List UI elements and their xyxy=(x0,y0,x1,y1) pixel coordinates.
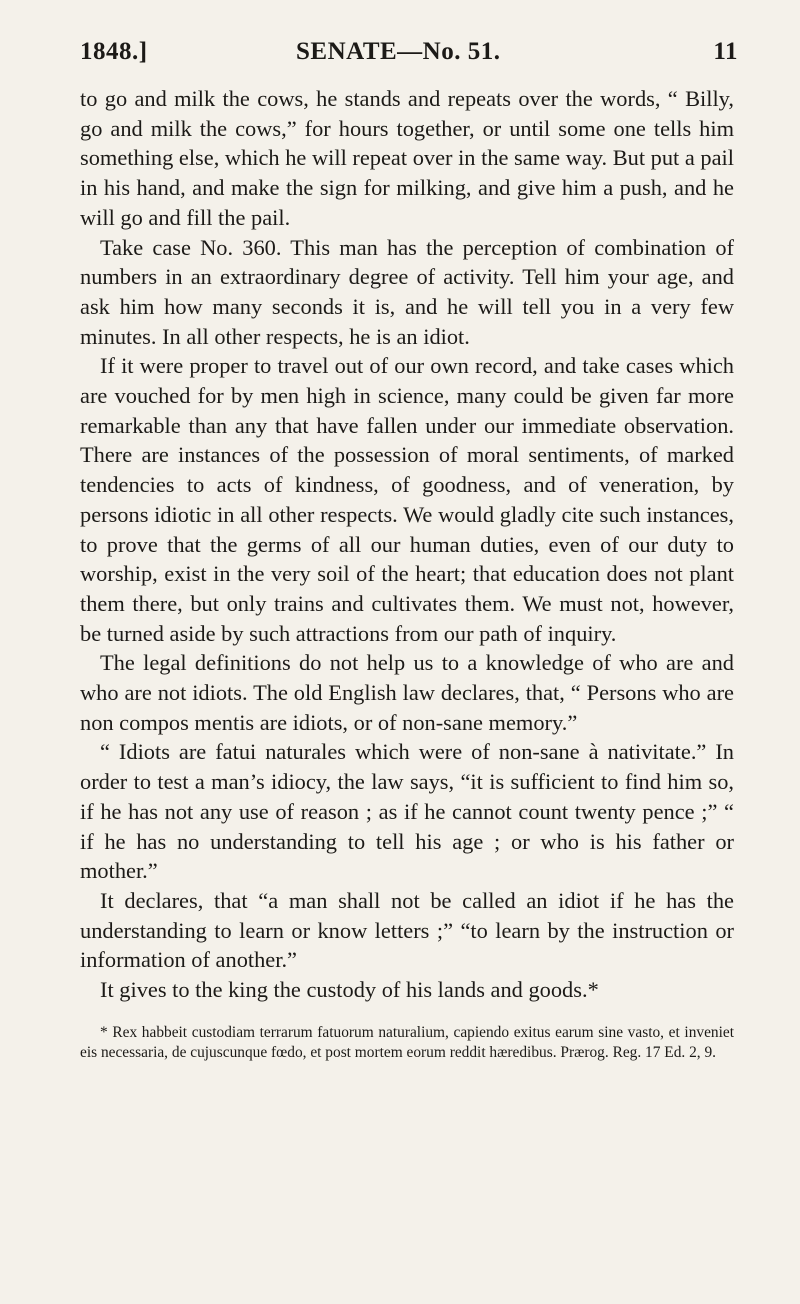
paragraph-2: Take case No. 360. This man has the perception of combination of numbers in an extraordinary degree of activity. Tell him your age, and ask him how many seconds it is, and he will tell you in a very few minutes. In all other respects, he is an idiot. xyxy=(80,234,734,349)
paragraph-5: “ Idiots are fatui naturales which were of non-sane à nativitate.” In order to test a man’s idiocy, the law says, “it is sufficient to find him so, if he has not any use of reason ; as if he cannot count twenty pence ;” “ if he has no understanding to tell his age ; or who is his father or mother.” xyxy=(80,739,734,884)
paragraph-7: It gives to the king the custody of his lands and goods.* xyxy=(100,977,599,1003)
paragraph-3: If it were proper to travel out of our own record, and take cases which are vouched for by men high in science, many could be given far more remarkable than any that have fallen under our immediate observation. There are instances of the possession of moral sentiments, of marked tendencies to acts of kindness, of goodness, and of veneration, by persons idiotic in all other respects. We would gladly cite such instances, to prove that the germs of all our human duties, even of our duty to worship, exist in the very soil of the heart; that education does not plant them there, but only trains and cultivates them. We must not, however, be turned aside by such attractions from our path of inquiry. xyxy=(80,353,734,646)
paragraph-4: The legal definitions do not help us to a knowledge of who are and who are not idiots. The old English law declares, that, “ Persons who are non compos mentis are idiots, or of non-sane memory.” xyxy=(80,650,734,735)
paragraph-6: It declares, that “a man shall not be called an idiot if he has the understanding to learn or know letters ;” “to learn by the instruction or information of another.” xyxy=(80,887,734,973)
header-year: 1848.] xyxy=(80,38,148,65)
body-text xyxy=(80,84,734,1005)
footnote: * Rex habbeit custodiam terrarum fatuorum naturalium, capiendo exitus earum sine vasto, et inveniet eis necessaria, de cujuscunque fœdo, et post mortem eorum reddit hæredibus. Prærog. Reg. 17 Ed. 2, 9. xyxy=(80,1023,734,1061)
page-number: 11 xyxy=(713,38,738,65)
running-header xyxy=(80,30,738,70)
paragraph-1: to go and milk the cows, he stands and repeats over the words, “ Billy, go and milk the cows,” for hours together, or until some one tells him something else, which he will repeat over in the same way. But put a pail in his hand, and make the sign for milking, and give him a push, and he will go and fill the pail. xyxy=(80,86,734,230)
header-title: SENATE—No. 51. xyxy=(296,38,501,65)
book-page xyxy=(80,30,738,1063)
